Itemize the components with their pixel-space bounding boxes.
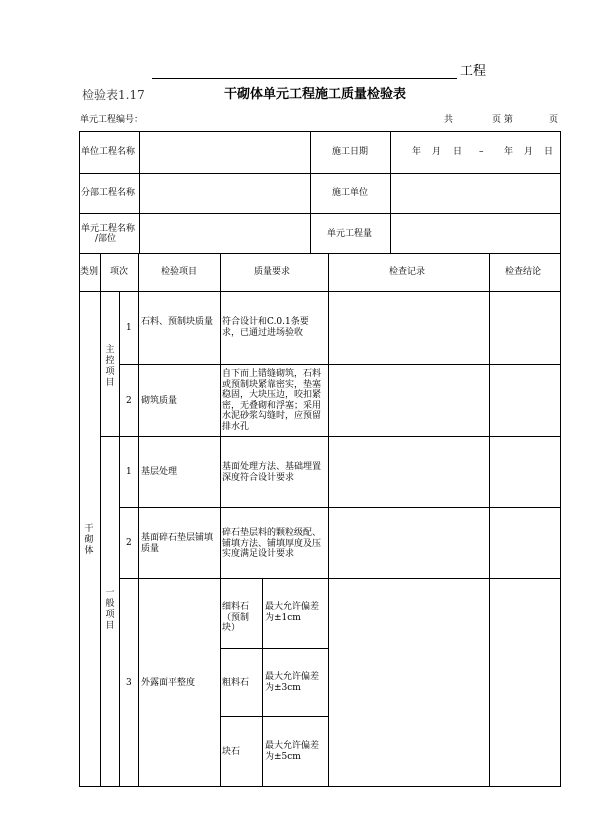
date-start-month: 月	[432, 147, 442, 157]
total-pages-label: 共	[444, 115, 454, 125]
col-header-quality-req: 质量要求	[254, 267, 291, 277]
date-end-day: 日	[544, 147, 554, 157]
row-3-no: 1	[126, 467, 132, 477]
row-1-item: 石料、预制块质量	[141, 317, 214, 327]
col-header-item-no: 项次	[110, 267, 129, 277]
row-5-sub-2-req: 最大允许偏差为±3cm	[265, 672, 320, 693]
row-5-sub-3-record-field[interactable]	[329, 717, 488, 785]
row-5-sub-2-material: 粗料石	[222, 678, 250, 688]
row-4-conclusion-field[interactable]	[490, 508, 559, 577]
date-end-year: 年	[504, 147, 514, 157]
row-1-req: 符合设计和C.0.1条要求，已通过进场验收	[222, 317, 309, 338]
date-separator: –	[479, 147, 484, 157]
construction-date-label: 施工日期	[332, 147, 369, 157]
row-2-item: 砌筑质量	[141, 396, 178, 406]
row-5-sub-3-req: 最大允许偏差为±5cm	[265, 741, 320, 762]
row-5-sub-3-material: 块石	[222, 747, 241, 757]
construction-unit-label: 施工单位	[332, 188, 369, 198]
category-label: 干砌体	[84, 524, 94, 556]
row-1-conclusion-field[interactable]	[490, 292, 559, 363]
row-2-no: 2	[126, 396, 132, 406]
row-2-conclusion-field[interactable]	[490, 365, 559, 435]
row-1-record-field[interactable]	[329, 292, 488, 363]
row-2-record-field[interactable]	[329, 365, 488, 435]
group-main-control-label: 主控项目	[105, 345, 115, 388]
construction-date-field[interactable]	[391, 132, 559, 172]
row-4-no: 2	[126, 538, 132, 548]
row-3-item: 基层处理	[141, 467, 178, 477]
row-3-req: 基面处理方法、基础埋置深度符合设计要求	[222, 462, 322, 483]
row-5-conclusion-field[interactable]	[490, 579, 559, 785]
row-4-item: 基面碎石垫层铺填质量	[141, 533, 214, 554]
project-name-underline	[152, 78, 457, 79]
col-header-check-record: 检查记录	[389, 267, 426, 277]
row-4-req: 碎石垫层料的颗粒级配、铺填方法、铺填厚度及压实度满足设计要求	[222, 528, 322, 559]
construction-unit-field[interactable]	[391, 174, 559, 212]
row-4-record-field[interactable]	[329, 508, 488, 577]
unit-project-part-field[interactable]	[140, 214, 309, 252]
row-5-no: 3	[126, 678, 132, 688]
col-header-inspect-item: 检验项目	[161, 267, 198, 277]
form-number: 检验表1.17	[82, 88, 145, 102]
col-header-category: 类别	[80, 267, 99, 277]
date-start-year: 年	[412, 147, 422, 157]
row-5-item: 外露面平整度	[141, 678, 196, 688]
page-title: 干砌体单元工程施工质量检验表	[224, 87, 407, 102]
col-header-check-conclusion: 检查结论	[505, 267, 542, 277]
page-end-label: 页	[549, 115, 559, 125]
row-5-sub-1-req: 最大允许偏差为±1cm	[265, 602, 320, 623]
date-end-month: 月	[524, 147, 534, 157]
row-2-req: 自下而上错缝砌筑，石料或预制块紧靠密实，垫塞稳固，大块压边，咬扣紧密，无叠砌和浮塞；采用水泥砂浆勾缝时，应预留排水孔	[222, 369, 322, 432]
unit-quantity-field[interactable]	[391, 214, 559, 252]
row-5-sub-1-material: 细料石（预制块）	[222, 602, 250, 633]
row-5-sub-1-record-field[interactable]	[329, 579, 488, 647]
unit-project-label-line1: 单元工程名称	[81, 224, 136, 234]
page-label: 页 第	[492, 115, 513, 125]
unit-project-label-line2: /部位	[95, 234, 117, 244]
row-3-record-field[interactable]	[329, 437, 488, 506]
sub-project-name-field[interactable]	[140, 174, 309, 212]
date-start-day: 日	[453, 147, 463, 157]
row-5-sub-2-record-field[interactable]	[329, 649, 488, 715]
unit-project-name-field[interactable]	[140, 132, 309, 172]
row-1-no: 1	[126, 323, 132, 333]
group-general-label: 一般项目	[105, 588, 115, 631]
row-3-conclusion-field[interactable]	[490, 437, 559, 506]
sub-project-name-label: 分部工程名称	[81, 188, 136, 198]
project-suffix: 工程	[460, 64, 487, 79]
unit-project-name-label: 单位工程名称	[81, 147, 136, 157]
unit-quantity-label: 单元工程量	[327, 229, 373, 239]
unit-code-label: 单元工程编号：	[80, 115, 144, 125]
